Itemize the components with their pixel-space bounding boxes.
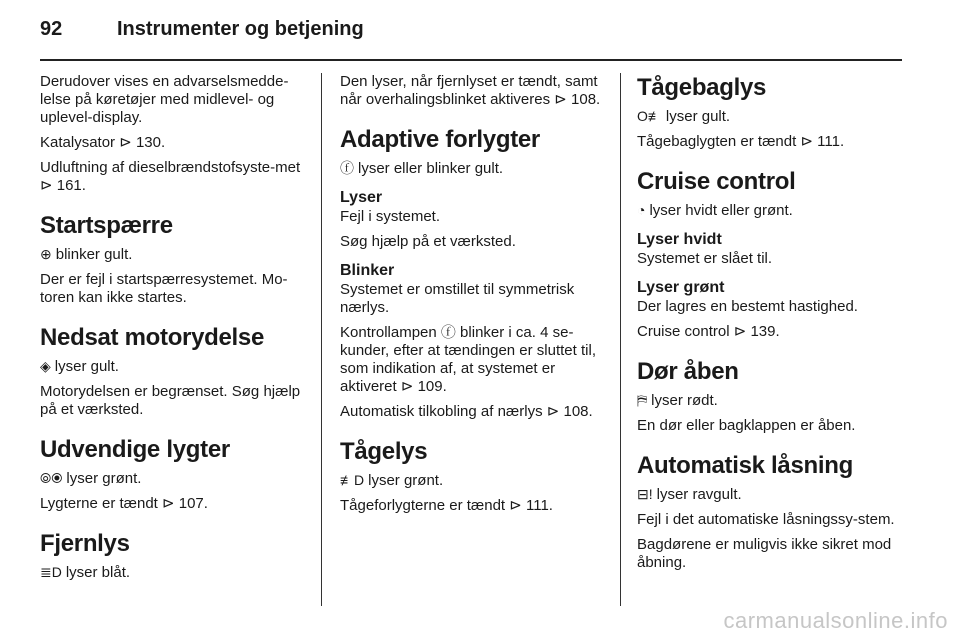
startspaerre-text: Der er fejl i startspærresystemet. Mo-toren kan ikke startes. — [40, 271, 288, 306]
cruise-status — [637, 201, 905, 220]
cruise-control-icon: ◔ — [637, 202, 646, 218]
fog-light-icon: ≢D — [340, 472, 365, 488]
cruise-status-text: lyser hvidt eller grønt. — [649, 202, 793, 219]
fjernlys-heading: Fjernlys — [40, 530, 130, 557]
column-divider-1 — [321, 73, 322, 606]
rear-fog-light-icon: O≢ — [637, 108, 662, 124]
startspaerre-heading: Startspærre — [40, 212, 173, 239]
taagelys-heading: Tågelys — [340, 438, 428, 465]
automatisk-status — [637, 485, 905, 504]
nedsat-status-text: lyser gult. — [54, 358, 119, 375]
automatisk-heading: Automatisk låsning — [637, 452, 853, 479]
udvendige-heading: Udvendige lygter — [40, 436, 230, 463]
page-number: 92 — [40, 18, 63, 40]
lyser-groent-subheading: Lyser grønt — [637, 279, 725, 296]
door-open-icon: ⛿ — [637, 392, 648, 408]
doer-heading: Dør åben — [637, 358, 739, 385]
udvendige-status — [40, 469, 308, 488]
lyser-text-2: Søg hjælp på et værksted. — [340, 233, 516, 250]
high-beam-icon: ≣D — [40, 564, 62, 580]
startspaerre-status — [40, 245, 308, 264]
taagelys-status — [340, 471, 608, 490]
column-1 — [40, 73, 308, 589]
lyser-subheading: Lyser — [340, 189, 383, 206]
taagebaglys-status-text: lyser gult. — [665, 108, 731, 125]
adaptive-status-text: lyser eller blinker gult. — [358, 160, 504, 177]
udvendige-status-text: lyser grønt. — [66, 470, 142, 487]
watermark: carmanualsonline.info — [723, 608, 948, 633]
header-rule — [40, 59, 902, 61]
startspaerre-status-text: blinker gult. — [55, 246, 133, 263]
taagebaglys-status — [637, 107, 905, 126]
nedsat-status — [40, 357, 308, 376]
immobilizer-icon: ⊕ — [40, 246, 52, 262]
column-divider-2 — [620, 73, 621, 606]
column-2 — [340, 73, 608, 522]
lyser-hvidt-subheading: Lyser hvidt — [637, 231, 722, 248]
automatisk-status-text: lyser ravgult. — [656, 486, 742, 503]
udvendige-text: Lygterne er tændt ⊳ 107. — [40, 495, 208, 512]
nedsat-heading: Nedsat motorydelse — [40, 324, 265, 351]
automatisk-text-1: Fejl i det automatiske låsningssy-stem. — [637, 511, 895, 528]
doer-text: En dør eller bagklappen er åben. — [637, 417, 856, 434]
automatisk-text-2: Bagdørene er muligvis ikke sikret mod åbning. — [637, 536, 892, 571]
column-3 — [637, 73, 905, 579]
lyser-hvidt-text: Systemet er slået til. — [637, 250, 773, 267]
adaptive-headlight-icon: ⓕ — [340, 160, 354, 176]
taagelys-status-text: lyser grønt. — [368, 472, 444, 489]
adaptive-heading: Adaptive forlygter — [340, 126, 540, 153]
nedsat-text: Motorydelsen er begrænset. Søg hjælp på et værksted. — [40, 383, 301, 418]
cruise-heading: Cruise control — [637, 168, 796, 195]
adaptive-status — [340, 159, 608, 178]
exterior-light-icon: ⦾⦿ — [40, 470, 63, 486]
taagebaglys-heading: Tågebaglys — [637, 74, 767, 101]
blinker-text-3: Automatisk tilkobling af nærlys ⊳ 108. — [340, 403, 593, 420]
taagebaglys-text: Tågebaglygten er tændt ⊳ 111. — [637, 133, 845, 150]
lyser-groent-text-2: Cruise control ⊳ 139. — [637, 323, 780, 340]
blinker-subheading: Blinker — [340, 262, 395, 279]
fjernlys-status-text: lyser blåt. — [65, 564, 131, 581]
taagelys-text: Tågeforlygterne er tændt ⊳ 111. — [340, 497, 553, 514]
blinker-text-2: Kontrollampen ⓕ blinker i ca. 4 se-kunder, efter at tændingen er sluttet til, som indikation af, at systemet er aktiveret ⊳ 109. — [340, 324, 596, 395]
doer-status-text: lyser rødt. — [651, 392, 718, 409]
lyser-text-1: Fejl i systemet. — [340, 208, 441, 225]
running-title: Instrumenter og betjening — [117, 18, 364, 40]
fuel-bleed-reference: Udluftning af dieselbrændstofsyste-met ⊳ 161. — [40, 159, 301, 194]
engine-power-icon: ◈ — [40, 358, 51, 374]
catalyst-reference: Katalysator ⊳ 130. — [40, 134, 166, 151]
intro-paragraph: Derudover vises en advarselsmedde-lelse på køretøjer med midlevel- og uplevel-display. — [40, 73, 289, 126]
doer-status — [637, 391, 905, 410]
fjernlys-status — [40, 563, 308, 582]
fjernlys-continued: Den lyser, når fjernlyset er tændt, samt når overhalingsblinket aktiveres ⊳ 108. — [340, 73, 601, 108]
auto-lock-icon: ⊟! — [637, 486, 653, 502]
lyser-groent-text-1: Der lagres en bestemt hastighed. — [637, 298, 858, 315]
blinker-text-1: Systemet er omstillet til symmetrisk nærlys. — [340, 281, 575, 316]
page-header — [40, 18, 902, 52]
